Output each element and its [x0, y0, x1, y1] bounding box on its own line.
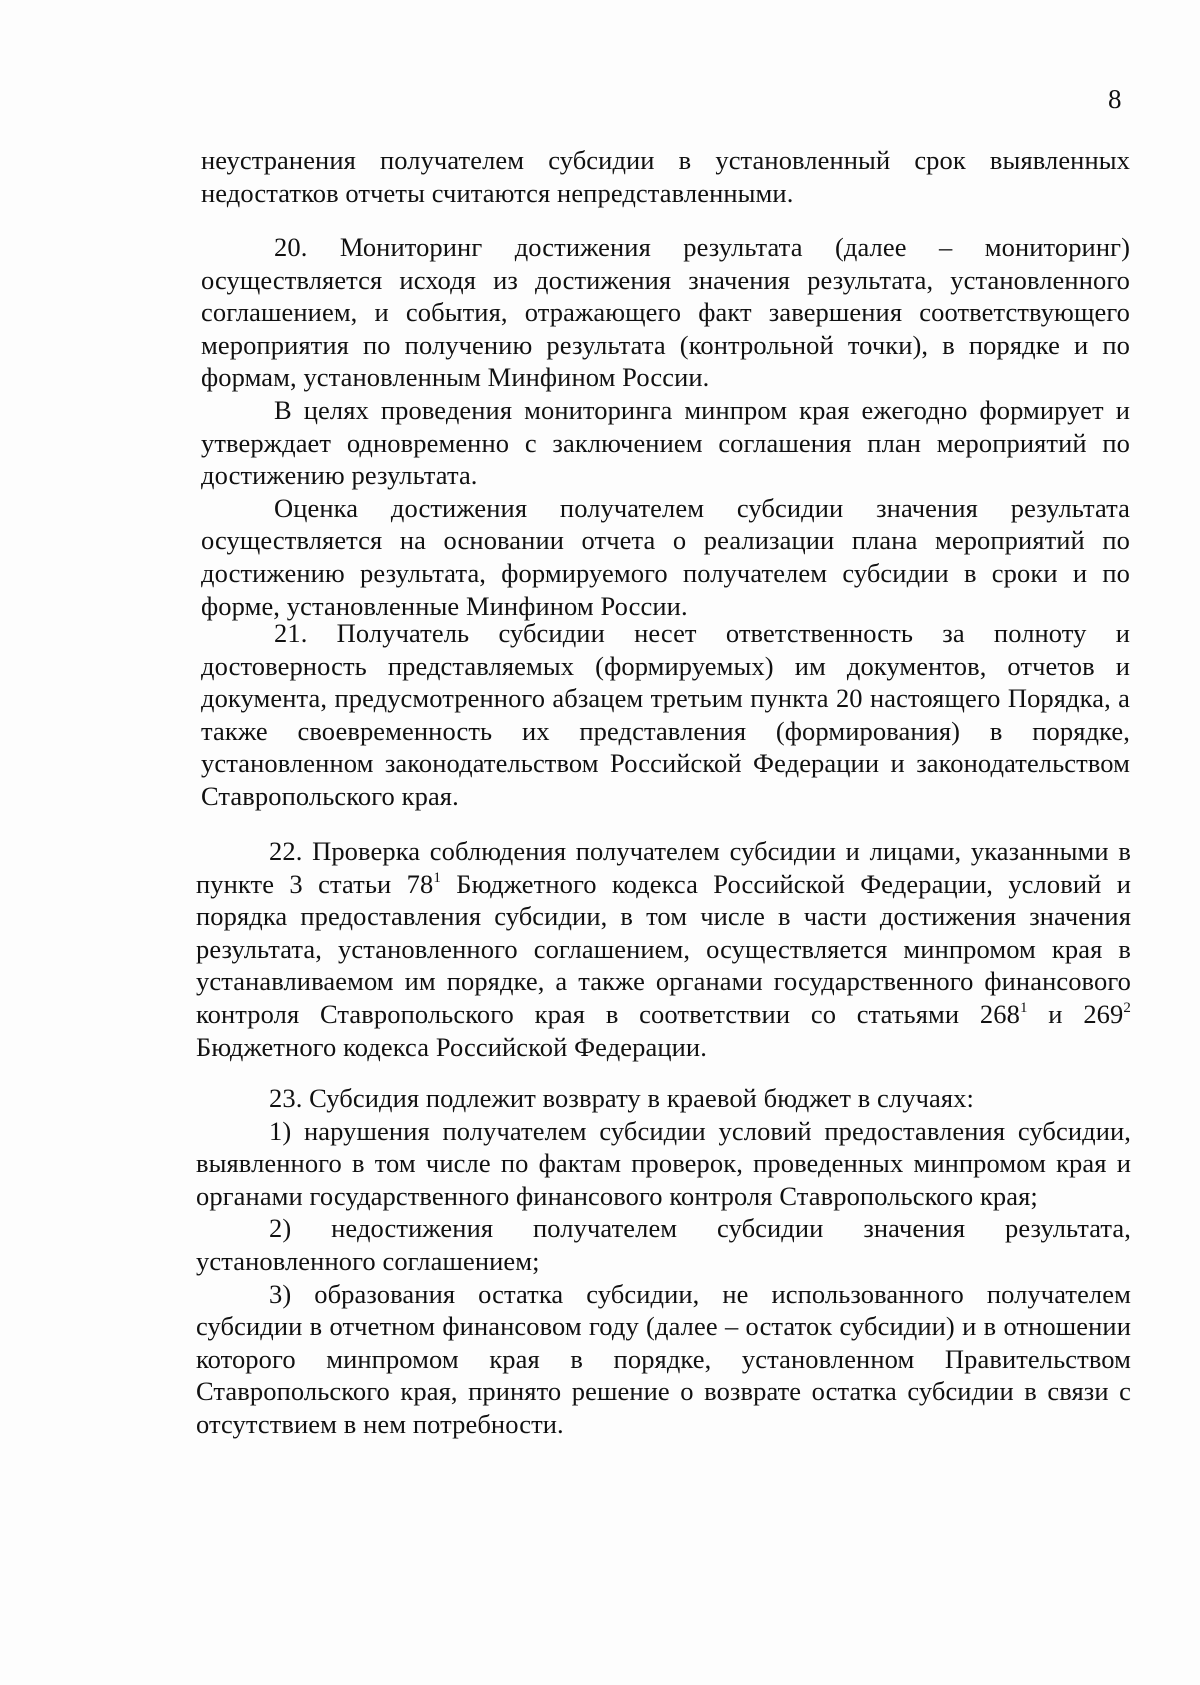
section-22-text-4: Бюджетного кодекса Российской Федерации. [196, 1031, 707, 1062]
superscript-3: 2 [1123, 999, 1131, 1016]
intro-paragraph-block [201, 144, 1130, 209]
page-number: 8 [1108, 84, 1122, 114]
section-20-paragraph-1: 20. Мониторинг достижения результата (далее – мониторинг) осуществляется исходя из достижения значения результата, установленного соглашением, и события, отражающего факт завершения соответствующего мероприятия по получению результата (контрольной точки), в порядке и по формам, установленным Минфином России. [201, 232, 1130, 393]
intro-paragraph: неустранения получателем субсидии в установленный срок выявленных недостатков отчеты считаются непредставленными. [201, 145, 1130, 208]
section-22-paragraph [196, 835, 1131, 1063]
section-23-lead: 23. Субсидия подлежит возврату в краевой бюджет в случаях: [269, 1083, 974, 1113]
section-22-text-3: и 269 [1027, 998, 1124, 1029]
superscript-2: 1 [1019, 999, 1028, 1016]
section-21-paragraph: 21. Получатель субсидии несет ответственность за полноту и достоверность представляемых (формируемых) им документов, отчетов и документа, предусмотренного абзацем третьим пункта 20 настоящего Порядка, а также своевременность их представления (формирования) в порядке, установленном законодательством Российской Федерации и законодательством Ставропольского края. [201, 618, 1130, 811]
section-23-item-1: 1) нарушения получателем субсидии условий предоставления субсидии, выявленного в том числе по фактам проверок, проведенных минпромом края и органами государственного финансового контроля Ставропольского края; [196, 1115, 1131, 1211]
section-20-paragraph-3: Оценка достижения получателем субсидии значения результата осуществляется на основании отчета о реализации плана мероприятий по достижению результата, формируемого получателем субсидии в сроки и по форме, установленные Минфином России. [201, 492, 1130, 621]
section-22 [196, 835, 1131, 1063]
section-23 [196, 1082, 1131, 1441]
section-23-item-3: 3) образования остатка субсидии, не использованного получателем субсидии в отчетном финансовом году (далее – остаток субсидии) и в отношении которого минпромом края в порядке, установленном Правительством Ставропольского края, принято решение о возврате остатка субсидии в связи с отсутствием в нем потребности. [196, 1278, 1131, 1439]
section-22-text-1: 22. Проверка соблюдения получателем субсидии и лицами, указанными в пункте 3 статьи 78 [196, 836, 1131, 899]
section-21 [201, 617, 1130, 813]
section-22-text-2: Бюджетного кодекса Российской Федерации, условий и порядка предоставления субсидии, в том числе в части достижения значения результата, установленного соглашением, осуществляется минпромом края в устанавливаемом им порядке, а также органами государственного финансового контроля Ставропольского края в соответствии со статьями 268 [196, 868, 1132, 1029]
superscript-1: 1 [433, 869, 441, 886]
section-20-paragraph-2: В целях проведения мониторинга минпром края ежегодно формирует и утверждает одновременно с заключением соглашения план мероприятий по достижению результата. [201, 394, 1130, 491]
section-20 [201, 231, 1130, 622]
section-23-item-2: 2) недостижения получателем субсидии значения результата, установленного соглашением; [196, 1213, 1131, 1276]
